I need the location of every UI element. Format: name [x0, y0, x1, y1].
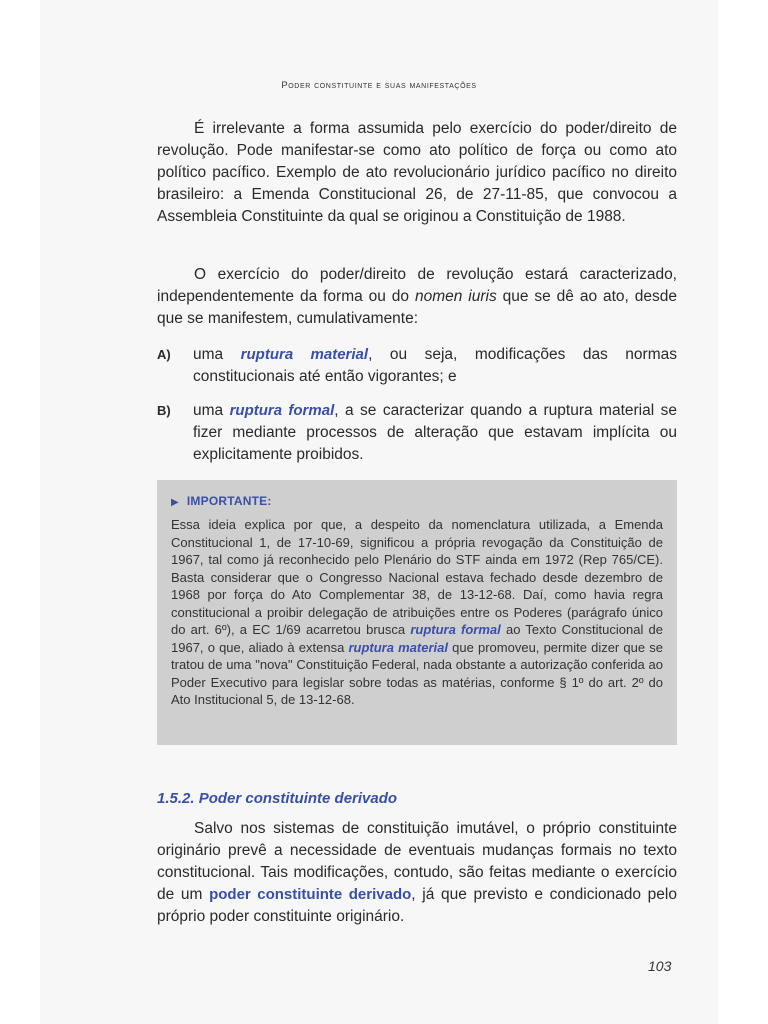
- list-item-label: A): [157, 347, 171, 362]
- list-item-text-end: , ou seja, modificações das normas constitucionais até então vigorantes; e: [193, 346, 677, 385]
- list-item-label: B): [157, 403, 171, 418]
- list-item-text: uma: [193, 402, 230, 419]
- page-edge: [718, 0, 768, 1024]
- paragraph-2: [157, 264, 677, 330]
- important-title: IMPORTANTE:: [186, 494, 272, 508]
- paragraph-3-text: Salvo nos sistemas de constituição imutável, o próprio constituinte originário prevê a necessidade de eventuais mudanças formais no texto constitucional. Tais modificações, contudo, são feitas mediante o exercício de um: [157, 820, 677, 903]
- important-box: [157, 480, 677, 745]
- highlight-term: ruptura formal: [229, 402, 335, 419]
- important-text-part-2: ao Texto Constitucional de 1967, o que, aliado à extensa: [171, 622, 663, 655]
- highlight-term: ruptura material: [240, 346, 369, 363]
- list-item-text: uma: [193, 346, 241, 363]
- paragraph-2-italic: nomen iuris: [414, 288, 497, 305]
- section-title: 1.5.2. Poder constituinte derivado: [157, 790, 398, 807]
- paragraph-2-text-end: que se dê ao ato, desde que se manifestem, cumulativamente:: [157, 288, 677, 327]
- paragraph-3: [157, 818, 677, 928]
- important-text-part-1: Essa ideia explica por que, a despeito da nomenclatura utilizada, a Emenda Constitucional 1, de 17-10-69, significou a própria revogação da Constituição de 1967, tal como já reconhecido pelo Plenário do STF ainda em 1972 (Rep 765/CE). Basta considerar que o Congresso Nacional estava fechado desde dezembro de 1968 por força do Ato Complementar 38, de 13-12-68. Daí, como havia regra constitucional a proibir delegação de atribuições entre os Poderes (parágrafo único do art. 6º), a EC 1/69 acarretou brusca: [171, 517, 663, 637]
- running-header: Poder constituinte e suas manifestações: [281, 80, 477, 91]
- important-heading: [171, 494, 272, 508]
- important-text: [171, 516, 663, 709]
- paragraph-1: É irrelevante a forma assumida pelo exercício do poder/direito de revolução. Pode manifestar-se como ato político de força ou como ato político pacífico. Exemplo de ato revolucionário jurídico pacífico no direito brasileiro: a Emenda Constitucional 26, de 27-11-85, que convocou a Assembleia Constituinte da qual se originou a Constituição de 1988.: [157, 120, 677, 225]
- triangle-right-icon: ▶: [171, 497, 179, 508]
- list-item-b: [157, 400, 677, 466]
- highlight-term: ruptura formal: [410, 622, 501, 637]
- list-item-a: [157, 344, 677, 388]
- important-text-part-3: que promoveu, permite dizer que se tratou de uma "nova" Constituição Federal, nada obstante a autorização conferida ao Poder Executivo para legislar sobre todas as matérias, conforme § 1º do art. 2º do Ato Institucional 5, de 13-12-68.: [171, 639, 663, 707]
- page-number: 103: [648, 958, 672, 974]
- paragraph-2-text: O exercício do poder/direito de revolução estará caracterizado, independentemente da forma ou do: [157, 266, 677, 305]
- paragraph-3-text-end: , já que previsto e condicionado pelo próprio poder constituinte originário.: [157, 886, 677, 925]
- list-item-text-end: , a se caracterizar quando a ruptura material se fizer mediante processos de alteração que estavam implícita ou explicitamente proibidos.: [193, 402, 677, 463]
- highlight-term: poder constituinte derivado: [209, 886, 412, 903]
- highlight-term: ruptura material: [348, 639, 448, 655]
- book-page: [40, 0, 718, 1024]
